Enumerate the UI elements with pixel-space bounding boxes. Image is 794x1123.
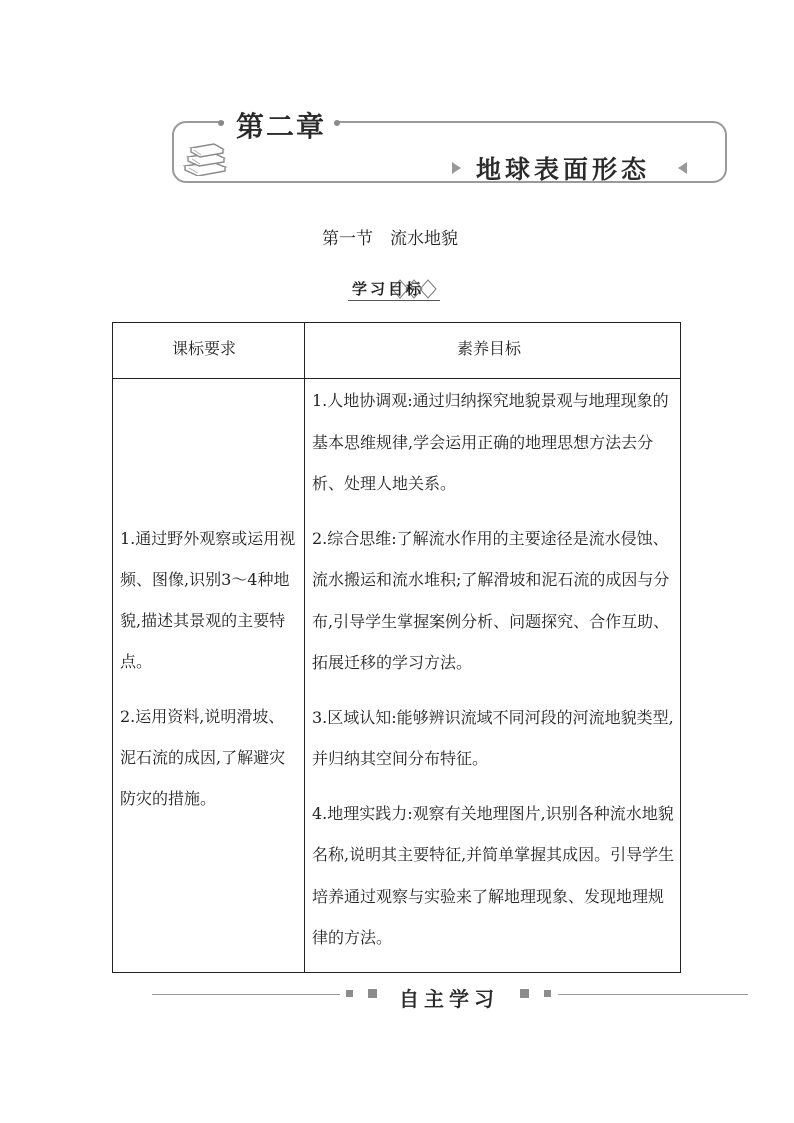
curriculum-item-2: 2.运用资料,说明滑坡、泥石流的成因,了解避灾防灾的措施。 bbox=[120, 707, 286, 808]
competency-item-1: 1.人地协调观:通过归纳探究地貌景观与地理现象的基本思维规律,学会运用正确的地理思想方法去分析、处理人地关系。 bbox=[312, 391, 669, 493]
learning-goals-underline bbox=[348, 300, 440, 301]
competency-item-4: 4.地理实践力:观察有关地理图片,识别各种流水地貌名称,说明其主要特征,并简单掌握其成因。引导学生培养通过观察与实验来了解地理现象、发现地理规律的方法。 bbox=[312, 803, 675, 947]
banner-arrow-left bbox=[678, 162, 687, 174]
banner-dot-right bbox=[334, 120, 340, 126]
square-ornament bbox=[346, 990, 353, 997]
books-icon bbox=[182, 142, 228, 180]
section-rule-right bbox=[558, 994, 748, 995]
square-ornament bbox=[368, 989, 377, 998]
square-ornament bbox=[544, 990, 551, 997]
chapter-title: 第二章 bbox=[236, 110, 327, 143]
curriculum-requirements-cell bbox=[120, 518, 300, 819]
square-ornament bbox=[520, 989, 529, 998]
banner-arrow-right bbox=[452, 162, 461, 174]
table-header-competency: 素养目标 bbox=[457, 339, 522, 358]
self-study-heading: 自主学习 bbox=[399, 987, 499, 1011]
section-rule-left bbox=[152, 994, 340, 995]
curriculum-item-1: 1.通过野外观察或运用视频、图像,识别3～4种地貌,描述其景观的主要特点。 bbox=[120, 529, 296, 671]
competency-item-3: 3.区域认知:能够辨识流域不同河段的河流地貌类型,并归纳其空间分布特征。 bbox=[312, 707, 674, 768]
competency-item-2: 2.综合思维:了解流水作用的主要途径是流水侵蚀、流水搬运和流水堆积;了解滑坡和泥石流的成因与分布,引导学生掌握案例分析、问题探究、合作互助、拓展迁移的学习方法。 bbox=[312, 528, 670, 672]
section-title: 第一节 流水地貌 bbox=[322, 229, 458, 249]
banner-dot-left bbox=[218, 120, 224, 126]
table-column-divider bbox=[304, 322, 305, 973]
competency-goals-cell bbox=[312, 380, 678, 959]
table-header-curriculum: 课标要求 bbox=[172, 339, 237, 358]
table-header-divider bbox=[112, 378, 681, 379]
chapter-subtitle: 地球表面形态 bbox=[476, 155, 651, 184]
learning-goals-heading: 学习目标 bbox=[352, 280, 425, 298]
